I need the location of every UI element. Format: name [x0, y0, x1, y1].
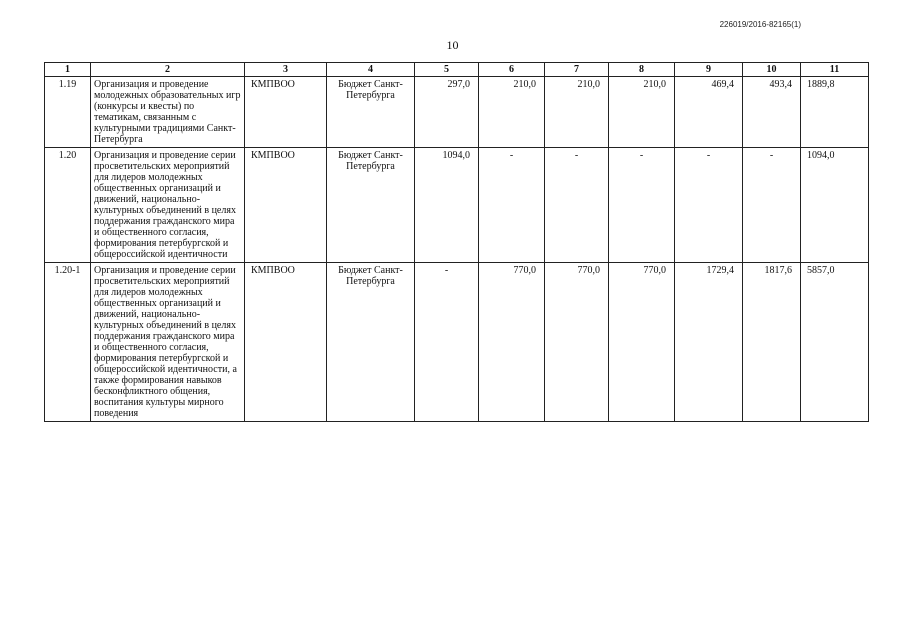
value-cell: 493,4 — [743, 77, 801, 148]
column-header: 3 — [245, 63, 327, 77]
value-cell: 770,0 — [545, 263, 609, 422]
column-header: 10 — [743, 63, 801, 77]
value-cell: 297,0 — [415, 77, 479, 148]
column-header: 4 — [327, 63, 415, 77]
value-cell: 469,4 — [675, 77, 743, 148]
funding-source: Бюджет Санкт-Петербурга — [327, 263, 415, 422]
row-number: 1.19 — [45, 77, 91, 148]
column-header: 1 — [45, 63, 91, 77]
value-cell: - — [415, 263, 479, 422]
value-cell: - — [743, 148, 801, 263]
header-row — [45, 63, 869, 77]
total-cell: 1889,8 — [801, 77, 869, 148]
funding-source: Бюджет Санкт-Петербурга — [327, 148, 415, 263]
column-header: 7 — [545, 63, 609, 77]
column-header: 8 — [609, 63, 675, 77]
value-cell: - — [675, 148, 743, 263]
column-header: 11 — [801, 63, 869, 77]
value-cell: 1094,0 — [415, 148, 479, 263]
total-cell: 1094,0 — [801, 148, 869, 263]
executor: КМПВОО — [245, 77, 327, 148]
total-cell: 5857,0 — [801, 263, 869, 422]
executor: КМПВОО — [245, 148, 327, 263]
event-description: Организация и проведение молодежных образовательных игр (конкурсы и квесты) по тематикам, связанным с культурными традициями Санкт-Петербурга — [91, 77, 245, 148]
value-cell: - — [479, 148, 545, 263]
table-row — [45, 77, 869, 148]
column-header: 5 — [415, 63, 479, 77]
value-cell: 1817,6 — [743, 263, 801, 422]
value-cell: 770,0 — [479, 263, 545, 422]
column-header: 6 — [479, 63, 545, 77]
table-row — [45, 148, 869, 263]
column-header: 2 — [91, 63, 245, 77]
document-id: 226019/2016-82165(1) — [719, 20, 801, 29]
column-header: 9 — [675, 63, 743, 77]
row-number: 1.20 — [45, 148, 91, 263]
page-number: 10 — [446, 38, 459, 52]
value-cell: 210,0 — [545, 77, 609, 148]
event-description: Организация и проведение серии просветительских мероприятий для лидеров молодежных общественных организаций и движений, национально-культурных объединений в целях поддержания гражданского мира и общественного согласия, формирования петербургской и общероссийской идентичности, а также формирования навыков бесконфликтного общения, воспитания культуры мирного поведения — [91, 263, 245, 422]
funding-source: Бюджет Санкт-Петербурга — [327, 77, 415, 148]
row-number: 1.20-1 — [45, 263, 91, 422]
event-description: Организация и проведение серии просветительских мероприятий для лидеров молодежных общественных организаций и движений, национально-культурных объединений в целях поддержания гражданского мира и общественного согласия, формирования петербургской и общероссийской идентичности — [91, 148, 245, 263]
value-cell: 770,0 — [609, 263, 675, 422]
budget-table — [44, 62, 869, 422]
value-cell: 210,0 — [479, 77, 545, 148]
value-cell: 1729,4 — [675, 263, 743, 422]
executor: КМПВОО — [245, 263, 327, 422]
value-cell: - — [545, 148, 609, 263]
value-cell: 210,0 — [609, 77, 675, 148]
value-cell: - — [609, 148, 675, 263]
table-row — [45, 263, 869, 422]
